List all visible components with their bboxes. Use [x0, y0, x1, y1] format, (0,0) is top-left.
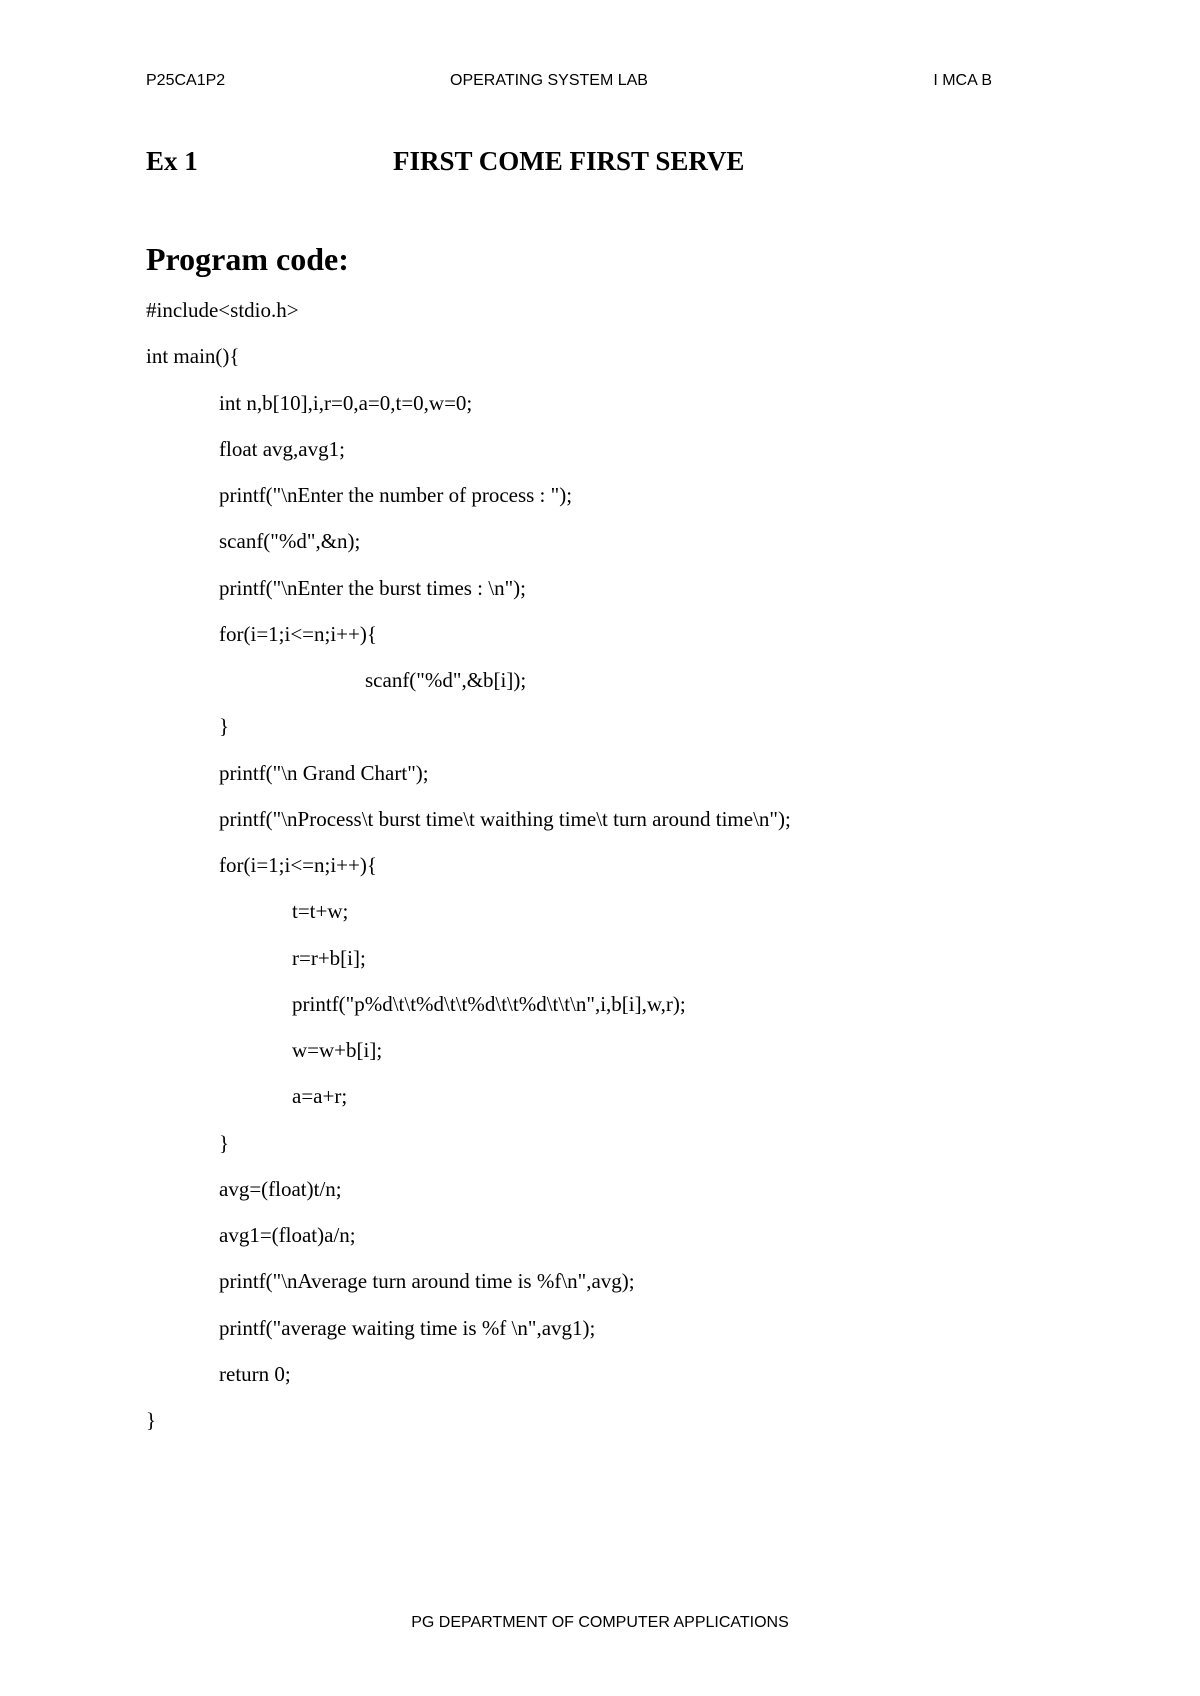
- code-line: printf("\nProcess\t burst time\t waithing time\t turn around time\n");: [219, 806, 791, 831]
- section-heading: Program code:: [146, 241, 349, 277]
- code-line: printf("average waiting time is %f \n",avg1);: [219, 1315, 596, 1340]
- header-course-code: P25CA1P2: [146, 72, 226, 89]
- exercise-number: Ex 1: [146, 146, 198, 176]
- code-line: printf("\n Grand Chart");: [219, 760, 429, 785]
- header-class: I MCA B: [933, 72, 992, 89]
- code-line: scanf("%d",&b[i]);: [365, 668, 527, 692]
- code-line: printf("p%d\t\t%d\t\t%d\t\t%d\t\t\n",i,b[i],w,r);: [292, 991, 686, 1016]
- code-line: a=a+r;: [292, 1084, 348, 1109]
- code-line: }: [219, 714, 230, 739]
- code-line: r=r+b[i];: [292, 945, 366, 970]
- code-line: t=t+w;: [292, 899, 349, 924]
- code-line: int n,b[10],i,r=0,a=0,t=0,w=0;: [219, 390, 473, 415]
- program-code: [146, 296, 1106, 1452]
- code-line: float avg,avg1;: [219, 436, 345, 461]
- exercise-title: FIRST COME FIRST SERVE: [393, 146, 745, 176]
- code-line: avg=(float)t/n;: [219, 1176, 342, 1201]
- code-line: printf("\nEnter the number of process : ");: [219, 483, 573, 507]
- footer-department: PG DEPARTMENT OF COMPUTER APPLICATIONS: [411, 1614, 789, 1631]
- code-line: for(i=1;i<=n;i++){: [219, 621, 377, 646]
- code-line: for(i=1;i<=n;i++){: [219, 853, 377, 877]
- code-line: w=w+b[i];: [292, 1038, 383, 1062]
- code-line: scanf("%d",&n);: [219, 529, 361, 554]
- code-line: #include<stdio.h>: [146, 298, 299, 322]
- code-line: int main(){: [146, 344, 240, 369]
- code-line: }: [219, 1130, 230, 1155]
- code-line: }: [146, 1408, 157, 1432]
- code-line: printf("\nAverage turn around time is %f\n",avg);: [219, 1269, 635, 1294]
- code-line: avg1=(float)a/n;: [219, 1223, 356, 1247]
- code-line: printf("\nEnter the burst times : \n");: [219, 575, 527, 600]
- header-course-title: OPERATING SYSTEM LAB: [450, 72, 648, 89]
- code-line: return 0;: [219, 1361, 291, 1386]
